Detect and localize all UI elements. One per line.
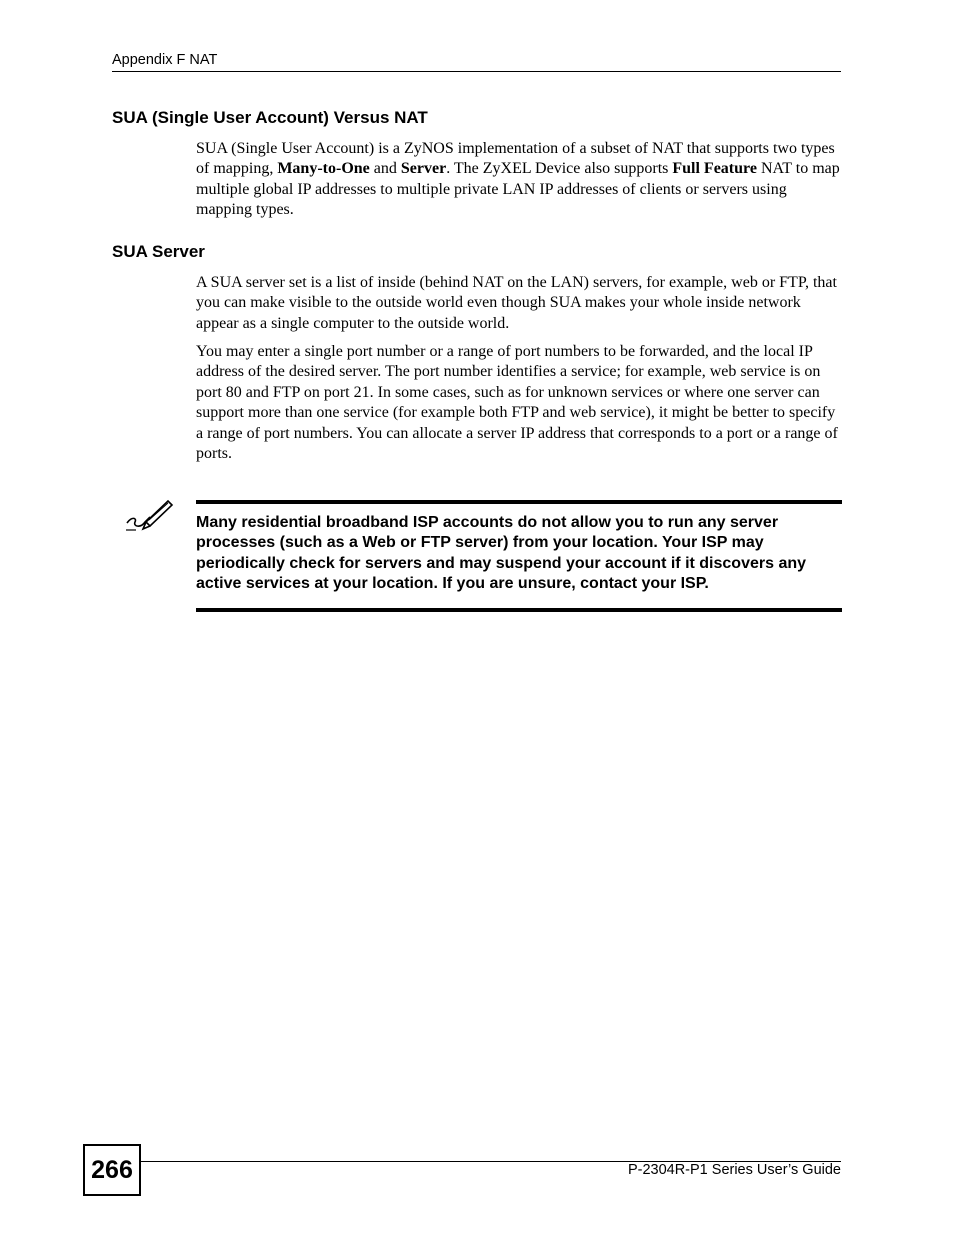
paragraph-sua-server-ports: You may enter a single port number or a range of port numbers to be forwarded, and the local IP address of the desired server. The port number identifies a service; for example, web service is on port 80 and FTP on port 21. In some cases, such as for unknown services or where one server can support more than one service (for example both FTP and web service), it might be better to specify a range of port numbers. You can allocate a server IP address that corresponds to a port or a range of ports. [196,343,838,463]
term-full-feature: Full Feature [672,160,757,178]
page-number: 266 [83,1144,141,1196]
paragraph-sua-vs-nat [196,139,842,221]
text-segment: and [369,160,401,178]
section-heading-sua-server: SUA Server [112,242,205,261]
footer-guide-title: P-2304R-P1 Series User’s Guide [627,1162,841,1178]
note-rule-top [196,500,842,504]
text-segment: NAT to map multiple global IP addresses to multiple private LAN IP addresses of clients or servers using mapping types. [196,160,840,219]
term-server: Server [400,160,447,178]
note-text: Many residential broadband ISP accounts do not allow you to run any server processes (such as a Web or FTP server) from your location. Your ISP may periodically check for servers and may suspend your account if it discovers any active services at your location. If you are unsure, contact your ISP. [196,514,807,593]
text-segment: SUA (Single User Account) is a ZyNOS implementation of a subset of NAT that supports two types of mapping, [196,140,835,178]
text-segment: . The ZyXEL Device also supports [446,160,673,178]
note-pen-icon [124,498,174,534]
note-rule-bottom [196,608,842,612]
term-many-to-one: Many-to-One [277,160,370,178]
section-heading-sua-vs-nat: SUA (Single User Account) Versus NAT [112,108,428,127]
running-header: Appendix F NAT [112,52,218,68]
paragraph-sua-server-intro: A SUA server set is a list of inside (behind NAT on the LAN) servers, for example, web or FTP, that you can make visible to the outside world even though SUA makes your whole inside network appear as a single computer to the outside world. [196,274,837,332]
header-rule [112,71,841,72]
